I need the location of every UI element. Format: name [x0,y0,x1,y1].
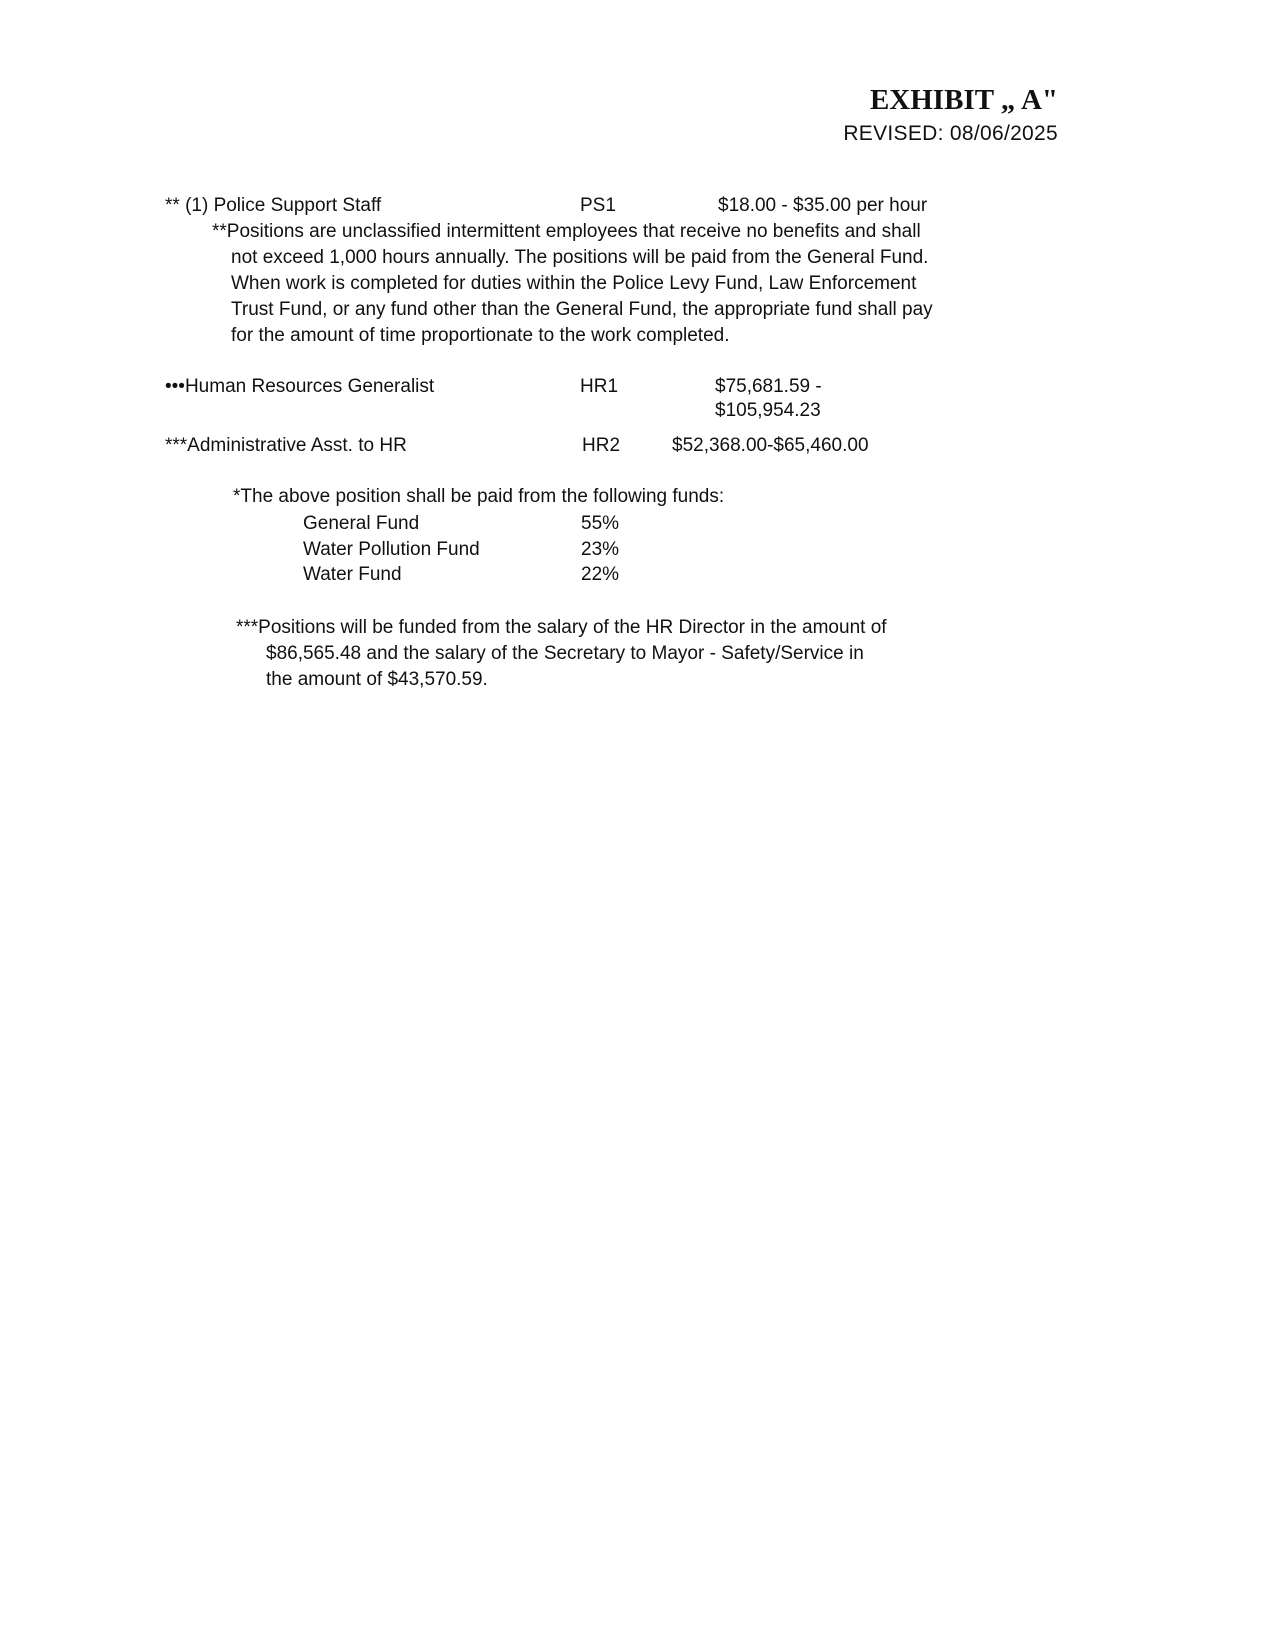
position-title: ***Administrative Asst. to HR [165,435,407,456]
exhibit-title: EXHIBIT „ A" [869,84,1058,116]
position-salary: $75,681.59 - [715,376,822,397]
position-code: HR2 [582,435,621,456]
note-line: ***Positions will be funded from the salary of the HR Director in the amount of [236,617,887,638]
note-line: Trust Fund, or any fund other than the General Fund, the appropriate fund shall pay [231,299,933,320]
fund-percent: 23% [581,539,620,560]
note-line: the amount of $43,570.59. [266,669,488,690]
note-line: not exceed 1,000 hours annually. The positions will be paid from the General Fund. [231,247,929,268]
fund-name: Water Fund [303,564,402,585]
revised-date: REVISED: 08/06/2025 [843,122,1058,145]
funding-intro: *The above position shall be paid from the following funds: [233,486,725,507]
note-line: When work is completed for duties within the Police Levy Fund, Law Enforcement [231,273,917,294]
position-title: •••Human Resources Generalist [165,376,435,397]
position-code: HR1 [580,376,619,397]
note-line: **Positions are unclassified intermittent employees that receive no benefits and shall [212,221,921,242]
fund-name: General Fund [303,513,420,534]
position-salary: $52,368.00-$65,460.00 [672,435,869,456]
fund-name: Water Pollution Fund [303,539,480,560]
position-salary: $18.00 - $35.00 per hour [718,195,928,216]
position-salary-cont: $105,954.23 [715,400,821,421]
position-code: PS1 [580,195,616,216]
fund-percent: 22% [581,564,620,585]
note-line: for the amount of time proportionate to the work completed. [231,325,730,346]
note-line: $86,565.48 and the salary of the Secretary to Mayor - Safety/Service in [266,643,864,664]
position-title: ** (1) Police Support Staff [165,195,382,216]
fund-percent: 55% [581,513,620,534]
